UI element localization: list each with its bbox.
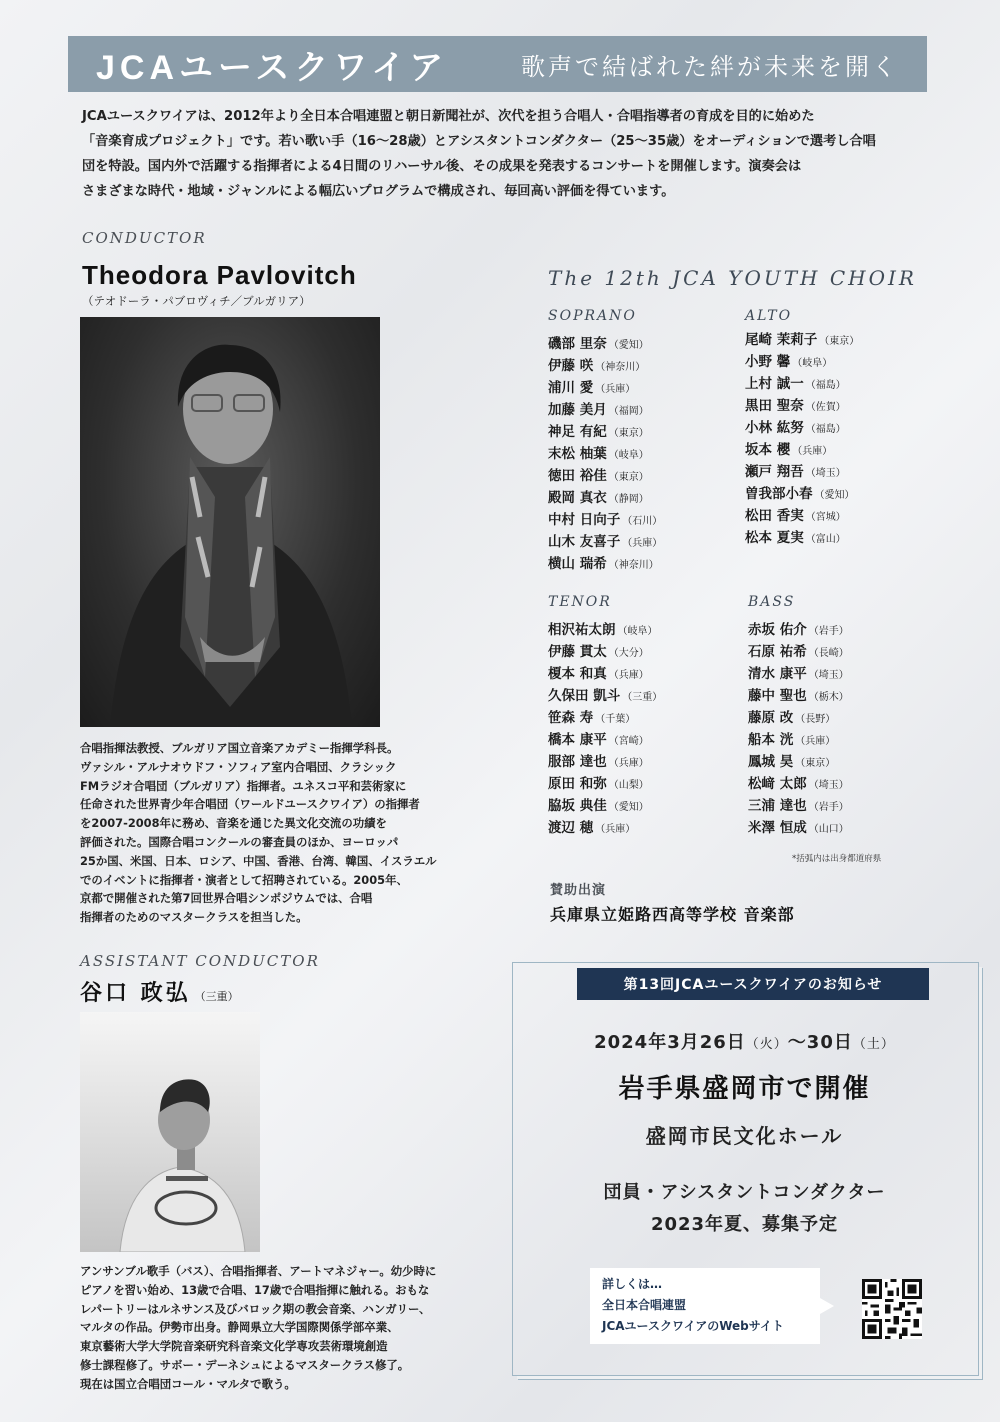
member-item xyxy=(548,729,662,751)
member-name: 伊藤 咲 xyxy=(548,358,594,374)
title-bar xyxy=(68,36,927,92)
member-item xyxy=(548,487,662,509)
member-name: 尾崎 茉莉子 xyxy=(745,332,818,348)
member-name: 藤中 聖也 xyxy=(748,688,807,704)
assistant-bio-line: 修士課程修了。サボー・デーネシュによるマスタークラス修了。 xyxy=(80,1357,410,1372)
member-name: 石原 祐希 xyxy=(748,644,807,660)
alto-label: ALTO xyxy=(745,308,793,324)
member-item xyxy=(745,483,859,505)
assistant-conductor-photo xyxy=(80,1012,260,1252)
conductor-bio-line: 25か国、米国、日本、ロシア、中国、香港、台湾、韓国、イスラエル xyxy=(80,853,437,868)
member-name: 曽我部小春 xyxy=(745,486,813,502)
member-item xyxy=(548,333,662,355)
member-prefecture: （埼玉） xyxy=(805,468,846,479)
member-name: 船本 洸 xyxy=(748,732,794,748)
member-item xyxy=(748,729,849,751)
member-prefecture: （宮崎） xyxy=(608,736,649,747)
member-item xyxy=(748,773,849,795)
member-name: 松田 香実 xyxy=(745,508,804,524)
member-name: 加藤 美月 xyxy=(548,402,607,418)
member-item xyxy=(548,663,662,685)
member-name: 渡辺 穂 xyxy=(548,820,594,836)
member-prefecture: （愛知） xyxy=(608,340,649,351)
assistant-bio-line: 現在は国立合唱団コール・マルタで歌う。 xyxy=(80,1376,296,1391)
member-prefecture: （石川） xyxy=(622,516,663,527)
member-prefecture: （三重） xyxy=(622,692,663,703)
conductor-bio-line: 合唱指揮法教授、ブルガリア国立音楽アカデミー指揮学科長。 xyxy=(80,741,399,755)
conductor-bio-line: 京都で開催された第7回世界合唱シンポジウムでは、合唱 xyxy=(80,891,373,906)
member-name: 清水 康平 xyxy=(748,666,807,682)
member-prefecture: （東京） xyxy=(795,758,836,769)
member-prefecture: （兵庫） xyxy=(608,758,649,769)
member-item xyxy=(548,817,662,839)
alto-list xyxy=(745,329,859,549)
member-prefecture: （兵庫） xyxy=(595,384,636,395)
member-prefecture: （山梨） xyxy=(608,780,649,791)
notice-dow-end: （土） xyxy=(852,1037,895,1052)
member-item xyxy=(748,641,849,663)
member-item xyxy=(548,641,662,663)
member-name: 中村 日向子 xyxy=(548,512,621,528)
conductor-label: CONDUCTOR xyxy=(82,229,207,247)
member-prefecture: （東京） xyxy=(819,336,860,347)
intro-line: 「音楽育成プロジェクト」です。若い歌い手（16～28歳）とアシスタントコンダクター（25～35歳）をオーディションで選考し合唱 xyxy=(82,134,876,149)
member-name: 伊藤 貫太 xyxy=(548,644,607,660)
member-item xyxy=(548,619,662,641)
member-prefecture: （岐阜） xyxy=(608,450,649,461)
member-name: 黒田 聖奈 xyxy=(745,398,804,414)
member-item xyxy=(548,795,662,817)
page-title: JCAユースクワイア xyxy=(96,48,449,87)
page-subtitle: 歌声で結ばれた絆が未来を開く xyxy=(521,52,899,81)
member-prefecture: （岐阜） xyxy=(792,358,833,369)
member-prefecture: （兵庫） xyxy=(792,446,833,457)
member-item xyxy=(745,373,859,395)
member-item xyxy=(548,355,662,377)
member-name: 瀬戸 翔吾 xyxy=(745,464,804,480)
member-prefecture: （静岡） xyxy=(608,494,649,505)
member-name: 横山 瑞希 xyxy=(548,556,607,572)
member-item xyxy=(748,751,849,773)
assistant-conductor-pref: （三重） xyxy=(194,990,239,1003)
notice-heading: 第13回JCAユースクワイアのお知らせ xyxy=(577,968,929,1000)
assistant-conductor-label: ASSISTANT CONDUCTOR xyxy=(80,952,320,970)
assistant-bio-line: 東京藝術大学大学院音楽研究科音楽文化学専攻芸術環境創造 xyxy=(80,1339,388,1354)
conductor-bio-line: FMラジオ合唱団（ブルガリア）指揮者。ユネスコ平和芸術家に xyxy=(80,778,407,793)
member-prefecture: （千葉） xyxy=(595,714,636,725)
assistant-bio-line: アンサンブル歌手（バス）、合唱指揮者、アートマネジャー。幼少時に xyxy=(80,1264,437,1278)
conductor-photo xyxy=(80,317,380,727)
member-item xyxy=(548,685,662,707)
member-prefecture: （東京） xyxy=(608,428,649,439)
member-prefecture: （佐賀） xyxy=(805,402,846,413)
notice-date-sep: ～ xyxy=(787,1032,807,1053)
member-item xyxy=(548,377,662,399)
member-name: 浦川 愛 xyxy=(548,380,594,396)
notice-recruit-line1: 団員・アシスタントコンダクター xyxy=(603,1182,886,1203)
support-label: 賛助出演 xyxy=(550,883,607,898)
bass-label: BASS xyxy=(748,594,796,610)
member-name: 橋本 康平 xyxy=(548,732,607,748)
member-prefecture: （岩手） xyxy=(808,802,849,813)
support-value: 兵庫県立姫路西高等学校 音楽部 xyxy=(550,905,795,924)
soprano-label: SOPRANO xyxy=(548,308,637,324)
member-name: 山木 友喜子 xyxy=(548,534,621,550)
tenor-list xyxy=(548,619,662,839)
conductor-bio-line: 指揮者のためのマスタークラスを担当した。 xyxy=(80,910,308,925)
member-name: 米澤 恒成 xyxy=(748,820,807,836)
member-item xyxy=(548,707,662,729)
member-name: 小野 馨 xyxy=(745,354,791,370)
member-item xyxy=(548,773,662,795)
member-name: 松﨑 太郎 xyxy=(748,776,807,792)
notice-date-start: 2024年3月26日 xyxy=(594,1032,746,1053)
notice-dow-start: （火） xyxy=(745,1037,788,1052)
member-item xyxy=(748,817,849,839)
member-prefecture: （宮城） xyxy=(805,512,846,523)
member-name: 藤原 改 xyxy=(748,710,794,726)
member-name: 三浦 達也 xyxy=(748,798,807,814)
member-item xyxy=(748,707,849,729)
member-name: 坂本 櫻 xyxy=(745,442,791,458)
member-name: 松本 夏実 xyxy=(745,530,804,546)
member-prefecture: （長崎） xyxy=(808,648,849,659)
member-prefecture: （栃木） xyxy=(808,692,849,703)
website-callout-line: 全日本合唱連盟 xyxy=(602,1298,687,1312)
member-prefecture: （東京） xyxy=(608,472,649,483)
conductor-bio-line: ヴァシル・アルナオウドフ・ソフィア室内合唱団、クラシック xyxy=(80,759,397,774)
conductor-bio xyxy=(80,739,442,927)
member-name: 徳田 裕佳 xyxy=(548,468,607,484)
website-callout-line: JCAユースクワイアのWebサイト xyxy=(602,1319,784,1333)
notice-recruit-line2: 2023年夏、募集予定 xyxy=(650,1214,839,1235)
member-item xyxy=(748,663,849,685)
member-name: 相沢祐太朗 xyxy=(548,622,616,638)
member-name: 原田 和弥 xyxy=(548,776,607,792)
member-prefecture: （岐阜） xyxy=(617,626,658,637)
member-item xyxy=(548,421,662,443)
member-prefecture: （愛知） xyxy=(814,490,855,501)
member-prefecture: （神奈川） xyxy=(608,560,659,571)
member-prefecture: （岩手） xyxy=(808,626,849,637)
member-name: 脇坂 典佳 xyxy=(548,798,607,814)
notice-date xyxy=(512,1028,977,1054)
member-prefecture: （埼玉） xyxy=(808,670,849,681)
member-item xyxy=(548,465,662,487)
member-item xyxy=(548,399,662,421)
member-name: 榎本 和真 xyxy=(548,666,607,682)
assistant-conductor-bio xyxy=(80,1262,442,1394)
intro-line: JCAユースクワイアは、2012年より全日本合唱連盟と朝日新聞社が、次代を担う合唱人・合唱指導者の育成を目的に始めた xyxy=(82,109,815,124)
assistant-conductor-name-row xyxy=(80,976,239,1007)
notice-city: 岩手県盛岡市で開催 xyxy=(618,1074,871,1104)
member-item xyxy=(745,329,859,351)
member-name: 磯部 里奈 xyxy=(548,336,607,352)
member-prefecture: （長野） xyxy=(795,714,836,725)
member-item xyxy=(745,351,859,373)
roster-footnote: *括弧内は出身都道府県 xyxy=(792,854,882,864)
assistant-bio-line: レパートリーはルネサンス及びバロック期の教会音楽、ハンガリー、 xyxy=(80,1301,431,1316)
member-item xyxy=(745,505,859,527)
member-item xyxy=(745,527,859,549)
member-prefecture: （山口） xyxy=(808,824,849,835)
assistant-bio-line: ピアノを習い始め、13歳で合唱、17歳で合唱指揮に触れる。おもな xyxy=(80,1282,430,1297)
member-prefecture: （愛知） xyxy=(608,802,649,813)
member-item xyxy=(548,751,662,773)
notice-date-end: 30日 xyxy=(806,1032,853,1053)
member-name: 末松 柚葉 xyxy=(548,446,607,462)
member-name: 笹森 寿 xyxy=(548,710,594,726)
conductor-bio-line: 評価された。国際合唱コンクールの審査員のほか、ヨーロッパ xyxy=(80,834,399,849)
member-prefecture: （大分） xyxy=(608,648,649,659)
member-prefecture: （兵庫） xyxy=(622,538,663,549)
conductor-bio-line: 任命された世界青少年合唱団（ワールドユースクワイア）の指揮者 xyxy=(80,797,420,812)
member-name: 服部 達也 xyxy=(548,754,607,770)
member-item xyxy=(748,795,849,817)
member-prefecture: （福岡） xyxy=(608,406,649,417)
assistant-conductor-name: 谷口 政弘 xyxy=(80,981,191,1006)
intro-paragraph xyxy=(82,104,922,204)
member-item xyxy=(745,461,859,483)
member-item xyxy=(548,553,662,575)
member-prefecture: （神奈川） xyxy=(595,362,646,373)
member-name: 久保田 凱斗 xyxy=(548,688,621,704)
member-prefecture: （福島） xyxy=(805,424,846,435)
conductor-note: （テオドーラ・パブロヴィチ／ブルガリア） xyxy=(82,294,311,308)
member-item xyxy=(548,443,662,465)
member-name: 赤坂 佑介 xyxy=(748,622,807,638)
member-item xyxy=(745,395,859,417)
member-name: 鳳城 昊 xyxy=(748,754,794,770)
member-prefecture: （埼玉） xyxy=(808,780,849,791)
member-item xyxy=(548,531,662,553)
member-name: 上村 誠一 xyxy=(745,376,804,392)
member-name: 小林 紘努 xyxy=(745,420,804,436)
member-item xyxy=(548,509,662,531)
assistant-bio-line: マルタの作品。伊勢市出身。静岡県立大学国際関係学部卒業、 xyxy=(80,1320,399,1335)
member-item xyxy=(745,417,859,439)
member-prefecture: （兵庫） xyxy=(595,824,636,835)
intro-line: さまざまな時代・地域・ジャンルによる幅広いプログラムで構成され、毎回高い評価を得ています。 xyxy=(82,184,675,199)
website-callout-line: 詳しくは… xyxy=(602,1277,663,1291)
member-prefecture: （富山） xyxy=(805,534,846,545)
notice-hall: 盛岡市民文化ホール xyxy=(645,1124,844,1148)
bass-list xyxy=(748,619,849,839)
member-item xyxy=(748,619,849,641)
soprano-list xyxy=(548,333,662,575)
choir-title: The 12th JCA YOUTH CHOIR xyxy=(548,266,917,290)
member-item xyxy=(748,685,849,707)
member-prefecture: （兵庫） xyxy=(795,736,836,747)
member-name: 神足 有紀 xyxy=(548,424,607,440)
member-item xyxy=(745,439,859,461)
member-name: 殿岡 真衣 xyxy=(548,490,607,506)
website-callout xyxy=(590,1268,820,1344)
tenor-label: TENOR xyxy=(548,594,612,610)
intro-line: 団を特設。国内外で活躍する指揮者による4日間のリハーサル後、その成果を発表するコンサートを開催します。演奏会は xyxy=(82,159,802,174)
conductor-name: Theodora Pavlovitch xyxy=(82,260,357,290)
conductor-bio-line: でのイベントに指揮者・演者として招聘されている。2005年、 xyxy=(80,872,408,887)
member-prefecture: （兵庫） xyxy=(608,670,649,681)
member-prefecture: （福島） xyxy=(805,380,846,391)
conductor-bio-line: を2007-2008年に務め、音楽を通じた異文化交流の功績を xyxy=(80,816,387,831)
qr-code-icon[interactable] xyxy=(862,1279,922,1339)
